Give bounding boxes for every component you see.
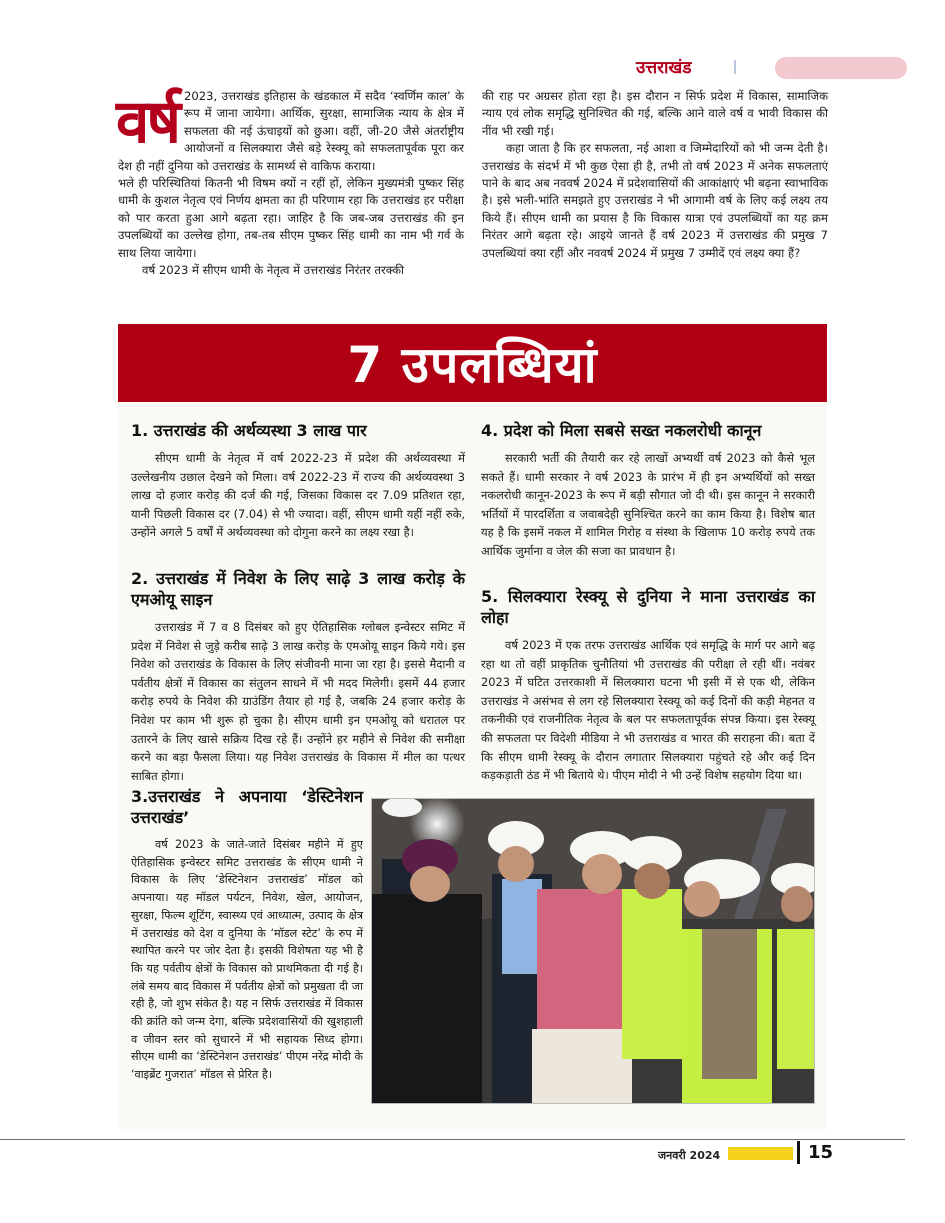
article-heading: 2. उत्तराखंड में निवेश के लिए साढ़े 3 लाख करोड़ के एमओयू साइन [131,569,465,609]
intro-paragraph: भले ही परिस्थितियां कितनी भी विषम क्यों न रहीं हों, लेकिन मुख्यमंत्री पुष्कर सिंह धामी के कुशल नेतृत्व एवं निर्णय क्षमता का ही परिणाम रहा कि उत्तराखंड हर परीक्षा को पार करता हुआ आगे बढ़ता रहा। जाहिर है कि जब-जब उत्तराखंड की इन उपलब्धियों का उल्लेख होगा, तब-तब सीएम पुष्कर सिंह धामी का नाम भी गर्व के साथ लिया जायेगा। [118,176,464,260]
magazine-logo [728,1147,793,1160]
article-4 [481,420,815,561]
article-body: वर्ष 2023 में एक तरफ उत्तराखंड आर्थिक एवं समृद्धि के मार्ग पर आगे बढ़ रहा था तो वहीं प्राकृतिक चुनौतियां भी उत्तराखंड की परीक्षा ले रही थीं। नवंबर 2023 में घटित उत्तरकाशी में सिलक्यारा घटना भी इसी में से एक थी, लेकिन उत्तराखंड ने असंभव से लग रहे सिलक्यारा रेस्क्यू को कई दिनों की कड़ी मेहनत व तकनीकी एवं राजनीतिक नेतृत्व के बल पर सफलतापूर्वक संपन्न किया। इस रेस्क्यू की सफलता पर विदेशी मीडिया ने भी उत्तराखंड व भारत की सराहना की। बता दें कि सीएम धामी रेस्क्यू के दौरान लगातार सिलक्यारा पहुंचते रहे और कई दिन कड़कड़ाती ठंड में भी बिताये थे। पीएम मोदी ने भी उन्हें विशेष सहयोग दिया था। [481,638,815,783]
article-body: वर्ष 2023 के जाते-जाते दिसंबर महीने में हुए ऐतिहासिक इन्वेस्टर समिट उत्तराखंड के सीएम धामी ने विकास के लिए ‘डेस्टिनेशन उत्तराखंड’ मॉडल को अपनाया। यह मॉडल पर्यटन, निवेश, खेल, आयोजन, सुरक्षा, फिल्म शूटिंग, स्वास्थ्य एवं आध्यात्म, उत्पाद के क्षेत्र में उत्तराखंड को देश व दुनिया के ‘मॉडल स्टेट’ के रुप में स्थापित करने पर जोर देता है। इसकी विशेषता यह भी है कि यह पर्वतीय क्षेत्रों के विकास को प्राथमिकता दी गई है। लंबे समय बाद विकास में पर्वतीय क्षेत्रों को प्रमुखता दी जा रही है, जो शुभ संकेत है। यह न सिर्फ उत्तराखंड में विकास की क्रांति को जन्म देगा, बल्कि प्रदेशवासियों की खुशहाली व जीवन स्तर को सुधारने में भी सहायक सिध्द होगा। सीएम धामी का ‘डेस्टिनेशन उत्तराखंड’ पीएम नरेंद्र मोदी के ‘वाइब्रेंट गुजरात’ मॉडल से प्रेरित है। [131,838,363,1082]
footer-divider [0,1139,905,1140]
intro-paragraph: की राह पर अग्रसर होता रहा है। इस दौरान न सिर्फ प्रदेश में विकास, सामाजिक न्याय एवं लोक समृद्धि सुनिश्चित की गई, बल्कि आने वाले वर्ष व भावी विकास की नींव भी रखी गई। [482,89,828,138]
header-divider [734,60,736,74]
tunnel-inspection-photo [371,798,815,1104]
footer-separator [797,1141,800,1164]
article-heading: 5. सिलक्यारा रेस्क्यू से दुनिया ने माना उत्तराखंड का लोहा [481,587,815,627]
article-5 [481,586,815,785]
footer-date: जनवरी 2024 [658,1149,721,1162]
article-1 [131,420,465,542]
intro-column-left [118,88,464,279]
intro-paragraph: कहा जाता है कि हर सफलता, नई आशा व जिम्मेदारियों को भी जन्म देती है। उत्तराखंड के संदर्भ में भी कुछ ऐसा ही है, तभी तो वर्ष 2023 में अनेक सफलताएं पाने के बाद अब नववर्ष 2024 में प्रदेशवासियों की आकांक्षाएं भी बढ़ना स्वाभाविक है। इसे भली-भांति समझते हुए उत्तराखंड ने भी आगामी वर्ष के लिए कई लक्ष्य तय किये हैं। सीएम धामी का प्रयास है कि विकास यात्रा एवं उपलब्धियों का यह क्रम निरंतर आगे बढ़ता रहे। आइये जानते हैं वर्ष 2023 में उत्तराखंड की प्रमुख 7 उपलब्धियां क्या रहीं और नववर्ष 2024 में प्रमुख 7 उम्मीदें एवं लक्ष्य क्या हैं? [482,141,828,260]
article-heading: 4. प्रदेश को मिला सबसे सख्त नकलरोधी कानून [481,421,762,440]
intro-paragraph [118,88,464,175]
article-body: उत्तराखंड में 7 व 8 दिसंबर को हुए ऐतिहासिक ग्लोबल इन्वेस्टर समिट में प्रदेश में निवेश से जुड़े करीब साढ़े 3 लाख करोड़ के एमओयू साइन किये गये। इस निवेश को उत्तराखंड के विकास के लिए संजीवनी माना जा रहा है। इससे मैदानी व पर्वतीय क्षेत्रों में विकास का संतुलन साधने में भी मदद मिलेगी। इसमें 44 हजार करोड़ रुपये के निवेश की ग्राउंडिंग तैयार हो गई है, जबकि 24 हजार करोड़ के निवेश पर काम भी शुरू हो चुका है। सीएम धामी इन एमओयू को धरातल पर उतारने के लिए खासे सक्रिय दिख रहे हैं। उन्होंने हर महीने से निवेश की समीक्षा करने का बड़ा फैसला लिया। यह निवेश उत्तराखंड के विकास में मील का पत्थर साबित होगा। [131,620,465,783]
intro-paragraph: वर्ष 2023 में सीएम धामी के नेतृत्व में उत्तराखंड निरंतर तरक्की [142,263,404,278]
intro-paragraph-text: 2023, उत्तराखंड इतिहास के खंडकाल में सदैव ‘स्वर्णिम काल’ के रूप में जाना जायेगा। आर्थिक, सुरक्षा, सामाजिक न्याय के क्षेत्र में सफलता की नई ऊंचाइयों को छुआ। वहीं, जी-20 जैसे अंतर्राष्ट्रीय आयोजनों व सिलक्यारा जैसे बड़े रेस्क्यू को सफलतापूर्वक पूरा कर देश ही नहीं दुनिया को उत्तराखंड के सामर्थ्य से वाकिफ कराया। [118,89,464,173]
achievements-banner [118,324,827,402]
article-body: सरकारी भर्ती की तैयारी कर रहे लाखों अभ्यर्थी वर्ष 2023 को कैसे भूल सकते हैं। धामी सरकार ने वर्ष 2023 के प्रारंभ में ही इन अभ्यर्थियों को सख्त नकलरोधी कानून-2023 के रूप में बड़ी सौगात जो दी थी। इस कानून ने सरकारी भर्तियों में पारदर्शिता व जवाबदेही सुनिश्चित करने का काम किया है। विशेष बात यह है कि इसमें नकल में शामिल गिरोह व संस्था के खिलाफ 10 करोड़ रुपये तक आर्थिक जुर्माना व जेल की सजा का प्रावधान है। [481,451,815,558]
section-tag: उत्तराखंड [636,58,692,78]
photo-illustration [372,799,815,1104]
article-3 [131,786,363,1084]
article-2 [131,568,465,785]
dropcap: वर्ष [116,87,179,157]
article-heading: 3.उत्तराखंड ने अपनाया ‘डेस्टिनेशन उत्तराखंड’ [131,787,363,827]
page-number: 15 [808,1142,834,1163]
intro-column-right [482,88,828,279]
header-decorative-pill [775,57,907,79]
banner-title: 7 उपलब्धियां [347,336,598,394]
article-body: सीएम धामी के नेतृत्व में वर्ष 2022-23 में प्रदेश की अर्थव्यवस्था में उल्लेखनीय उछाल देखने को मिला। वर्ष 2022-23 में राज्य की अर्थव्यवस्था 3 लाख दो हजार करोड़ की दर्ज की गई, जिसका विकास दर 7.09 प्रतिशत रहा, यानी पिछली विकास दर (7.04) से भी ज्यादा। वहीं, सीएम धामी यहीं नहीं रुके, उन्होंने अगले 5 वर्षों में अर्थव्यवस्था को दोगुना करने का लक्ष्य रखा है। [131,451,465,540]
intro-section [118,88,828,279]
article-heading: 1. उत्तराखंड की अर्थव्यस्था 3 लाख पार [131,421,367,440]
